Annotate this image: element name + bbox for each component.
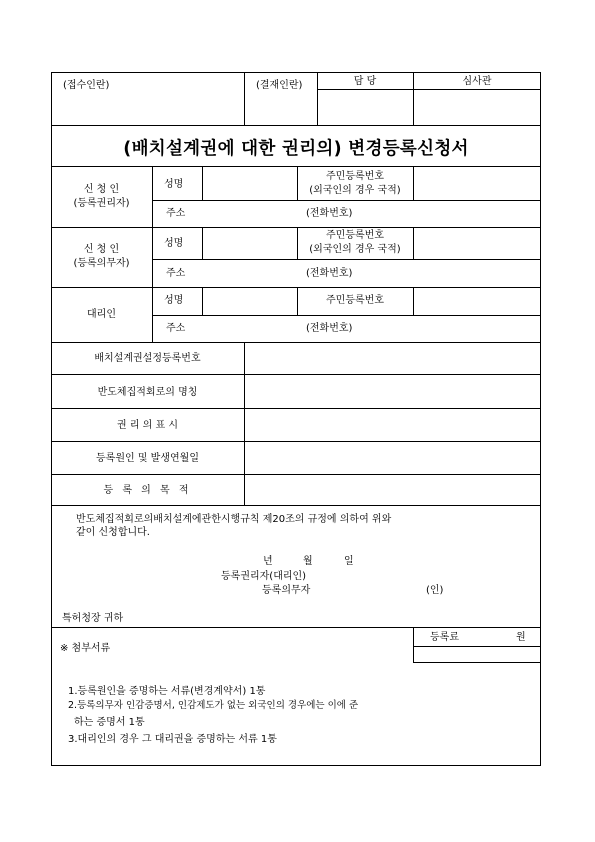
divider — [317, 89, 541, 90]
rights-display-label: 권 리 의 표 시 — [116, 420, 178, 431]
page-title: (배치설계권에 대한 권리의) 변경등록신청서 — [123, 139, 469, 159]
divider — [152, 200, 541, 201]
obligor-nationality-label: (외국인의 경우 국적) — [309, 244, 401, 255]
agent-id-label: 주민등록번호 — [326, 295, 384, 306]
agent-label: 대리인 — [87, 309, 116, 320]
divider — [152, 259, 541, 260]
divider — [51, 505, 541, 506]
obligor-name-label: 성명 — [164, 238, 184, 249]
divider — [413, 627, 414, 662]
divider — [51, 227, 541, 228]
declaration-line2: 같이 신청합니다. — [76, 527, 150, 538]
applicant-holder-label: 신 청 인 — [83, 184, 120, 195]
divider — [244, 342, 245, 505]
divider — [51, 441, 541, 442]
declaration-line1: 반도체집적회로의배치설계에관한시행규칙 제20조의 규정에 의하여 위와 — [76, 514, 392, 525]
divider — [202, 166, 203, 200]
approval-stamp-label: (결재인란) — [256, 80, 303, 91]
divider — [244, 72, 245, 125]
applicant-obligor-label: 신 청 인 — [83, 244, 120, 255]
attachment-item-1: 1.등록원인을 증명하는 서류(변경계약서) 1통 — [68, 686, 266, 697]
divider — [51, 627, 541, 628]
holder-address-label: 주소 — [166, 208, 186, 219]
receipt-stamp-label: (접수인란) — [63, 80, 110, 91]
fee-unit-label: 원 — [516, 632, 526, 643]
holder-id-label: 주민등록번호 — [326, 171, 384, 182]
attachment-item-2-cont: 하는 증명서 1통 — [74, 717, 145, 728]
agent-phone-label: (전화번호) — [306, 323, 353, 334]
purpose-label: 등 록 의 목 적 — [103, 485, 192, 496]
cause-date-label: 등록원인 및 발생연월일 — [96, 453, 199, 464]
holder-signature-label: 등록권리자(대리인) — [221, 571, 307, 582]
fee-label: 등록료 — [430, 632, 459, 643]
divider — [202, 227, 203, 259]
registration-number-label: 배치설계권설정등록번호 — [94, 353, 201, 364]
holder-nationality-label: (외국인의 경우 국적) — [309, 185, 401, 196]
divider — [413, 662, 541, 663]
date-month-label: 월 — [303, 556, 313, 567]
obligor-address-label: 주소 — [166, 268, 186, 279]
divider — [413, 227, 414, 259]
divider — [413, 646, 541, 647]
agent-address-label: 주소 — [166, 323, 186, 334]
divider — [413, 287, 414, 315]
divider — [51, 287, 541, 288]
divider — [413, 166, 414, 200]
obligor-signature-label: 등록의무자 — [262, 585, 311, 596]
divider — [152, 315, 541, 316]
date-day-label: 일 — [344, 556, 354, 567]
date-year-label: 년 — [263, 556, 273, 567]
divider — [51, 125, 541, 126]
officer-label: 담 당 — [353, 76, 377, 87]
divider — [51, 474, 541, 475]
divider — [51, 342, 541, 343]
attachments-heading: ※ 첨부서류 — [60, 643, 111, 654]
divider — [51, 408, 541, 409]
divider — [51, 166, 541, 167]
obligor-id-label: 주민등록번호 — [326, 230, 384, 241]
divider — [51, 374, 541, 375]
circuit-name-label: 반도체집적회로의 명칭 — [97, 387, 198, 398]
holder-phone-label: (전화번호) — [306, 208, 353, 219]
obligor-phone-label: (전화번호) — [306, 268, 353, 279]
attachment-item-3: 3.대리인의 경우 그 대리권을 증명하는 서류 1통 — [68, 734, 277, 745]
divider — [202, 287, 203, 315]
agent-name-label: 성명 — [164, 295, 184, 306]
applicant-obligor-sublabel: (등록의무자) — [73, 258, 130, 269]
applicant-holder-sublabel: (등록권리자) — [73, 198, 130, 209]
attachment-item-2: 2.등록의무자 인감증명서, 인감제도가 없는 외국인의 경우에는 이에 준 — [68, 700, 359, 711]
examiner-label: 심사관 — [462, 76, 492, 87]
addressee-label: 특허청장 귀하 — [62, 613, 124, 624]
seal-label: (인) — [426, 585, 444, 596]
holder-name-label: 성명 — [164, 179, 184, 190]
